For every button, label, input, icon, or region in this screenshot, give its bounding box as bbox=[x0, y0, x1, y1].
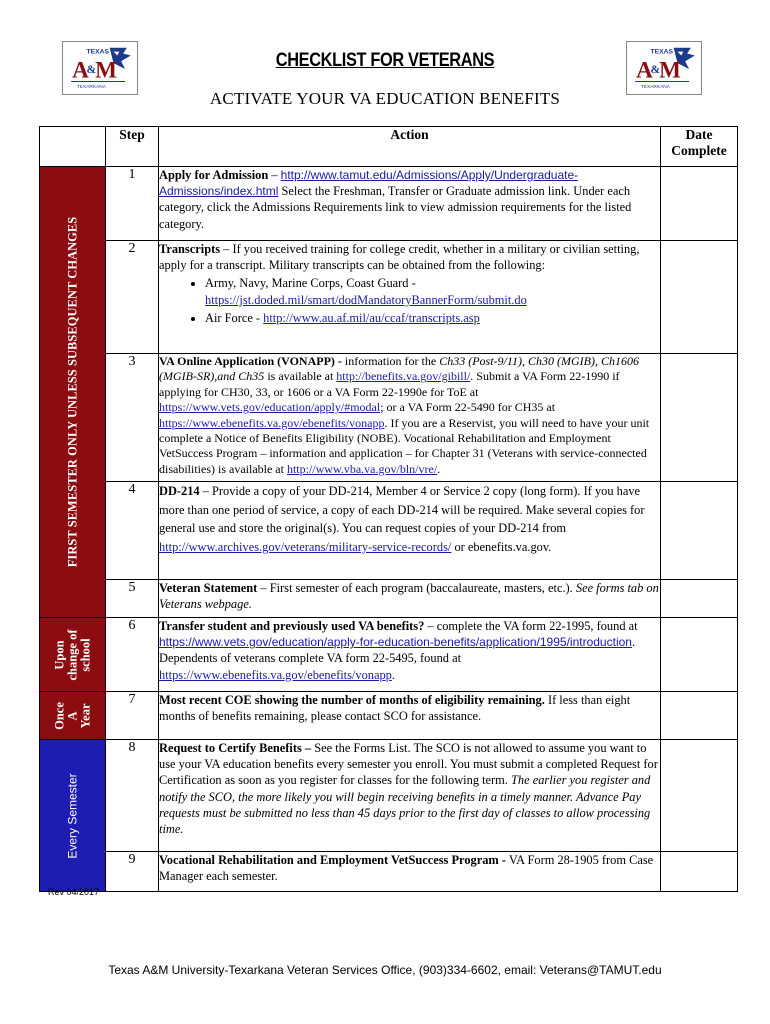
step-action: Apply for Admission – http://www.tamut.edu/Admissions/Apply/Undergraduate-Admissions/index.html Select the Freshman, Transfer or Graduate admission link. Under each category, click the Admissions Requirements link to view admission requirements for the listed category. bbox=[159, 167, 661, 241]
list-item: • Air Force - http://www.au.af.mil/au/ccaf/transcripts.asp bbox=[205, 310, 660, 326]
table-row bbox=[40, 354, 738, 482]
svg-text:&: & bbox=[650, 63, 661, 76]
admissions-link[interactable]: http://www.tamut.edu/Admissions/Apply/Undergraduate-Admissions/index.html bbox=[159, 168, 579, 199]
step-action: DD-214 – Provide a copy of your DD-214, Member 4 or Service 2 copy (long form). If you have more than one period of service, a copy of each DD-214 will be required. Make several copies for general use and store the original(s). You can request copies of your DD-214 from http://www.archives.gov/veterans/military-service-records/ or ebenefits.va.gov. bbox=[159, 482, 661, 580]
step-action: Request to Certify Benefits – See the Forms List. The SCO is not allowed to assume you want to use your VA education benefits every semester you enroll. You must submit a completed Request for Certification as soon as you register for classes for the following term. The earlier you register and notify the SCO, the more likely you will begin receiving benefits in a timely manner. Advance Pay requests must be submitted no less than 45 days prior to the first day of classes to allow processing time. bbox=[159, 740, 661, 852]
page-title: CHECKLIST FOR VETERANS bbox=[275, 50, 495, 71]
contact-footer: Texas A&M University-Texarkana Veteran Services Office, (903)334-6602, email: Veterans@TAMUT.edu bbox=[108, 963, 662, 977]
date-complete-cell[interactable] bbox=[661, 167, 738, 241]
table-row bbox=[40, 167, 738, 241]
date-complete-cell[interactable] bbox=[661, 241, 738, 354]
jst-transcript-link[interactable]: https://jst.doded.mil/smart/dodMandatoryBannerForm/submit.do bbox=[205, 292, 527, 307]
date-complete-cell[interactable] bbox=[661, 852, 738, 892]
date-header-line1: Date bbox=[685, 127, 713, 142]
vonapp-link[interactable]: https://www.ebenefits.va.gov/ebenefits/vonapp bbox=[159, 415, 385, 430]
table-row bbox=[40, 740, 738, 852]
table-row bbox=[40, 241, 738, 354]
checklist-table bbox=[39, 126, 738, 892]
svg-text:TEXARKANA: TEXARKANA bbox=[640, 85, 670, 91]
step-action: Transcripts – If you received training for college credit, whether in a military or civilian setting, apply for a transcript. Military transcripts can be obtained from the following: • Army, Navy, Marine Corps, Coast Guard - https://jst.doded.mil/smart/dodMandatoryBannerForm/submit.do • Air Force - http://www.au.af.mil/au/ccaf/transcripts.asp bbox=[159, 241, 661, 354]
date-complete-cell[interactable] bbox=[661, 580, 738, 618]
ccaf-transcript-link[interactable]: http://www.au.af.mil/au/ccaf/transcripts.asp bbox=[263, 310, 480, 325]
vets-apply-link[interactable]: https://www.vets.gov/education/apply/#modal bbox=[159, 400, 381, 415]
date-complete-cell[interactable] bbox=[661, 692, 738, 740]
step-action: Veteran Statement – First semester of each program (baccalaureate, masters, etc.). See forms tab on Veterans webpage. bbox=[159, 580, 661, 618]
step-action: Most recent COE showing the number of months of eligibility remaining. If less than eight months of benefits remaining, please contact SCO for assistance. bbox=[159, 692, 661, 740]
svg-text:M: M bbox=[95, 56, 117, 83]
svg-text:TEXAS: TEXAS bbox=[650, 48, 673, 56]
step-action: Vocational Rehabilitation and Employment VetSuccess Program - VA Form 28-1905 from Case Manager each semester. bbox=[159, 852, 661, 892]
header-blank-cell bbox=[40, 127, 106, 167]
date-complete-column-header bbox=[661, 127, 738, 167]
archives-link[interactable]: http://www.archives.gov/veterans/military-service-records/ bbox=[159, 539, 452, 554]
once-a-year-side-label: Once A Year bbox=[40, 692, 106, 740]
svg-text:TEXARKANA: TEXARKANA bbox=[76, 85, 106, 91]
svg-text:A: A bbox=[636, 56, 653, 83]
step-number: 7 bbox=[106, 692, 159, 740]
table-row bbox=[40, 852, 738, 892]
table-row bbox=[40, 618, 738, 692]
date-complete-cell[interactable] bbox=[661, 740, 738, 852]
page-subtitle: ACTIVATE YOUR VA EDUCATION BENEFITS bbox=[209, 89, 561, 108]
action-column-header: Action bbox=[159, 127, 661, 167]
date-complete-cell[interactable] bbox=[661, 482, 738, 580]
vets-1995-link[interactable]: https://www.vets.gov/education/apply-for-education-benefits/application/1995/introduction bbox=[159, 635, 632, 650]
list-item: • Army, Navy, Marine Corps, Coast Guard - https://jst.doded.mil/smart/dodMandatoryBannerForm/submit.do bbox=[205, 275, 660, 307]
table-row bbox=[40, 482, 738, 580]
step-action: Transfer student and previously used VA benefits? – complete the VA form 22-1995, found at https://www.vets.gov/education/apply-for-education-benefits/application/1995/introduction. Dependents of veterans complete VA form 22-5495, found at https://www.ebenefits.va.gov/ebenefits/vonapp. bbox=[159, 618, 661, 692]
vre-link[interactable]: http://www.vba.va.gov/bln/vre/ bbox=[286, 461, 438, 476]
step-number: 4 bbox=[106, 482, 159, 580]
revision-label: Rev 04/2017 bbox=[48, 887, 100, 897]
upon-change-of-school-side-label: Upon change of school bbox=[40, 618, 106, 692]
gibill-link[interactable]: http://benefits.va.gov/gibill/ bbox=[336, 369, 471, 384]
step-number: 1 bbox=[106, 167, 159, 241]
transcript-sources-list bbox=[159, 275, 660, 326]
step-number: 6 bbox=[106, 618, 159, 692]
svg-text:M: M bbox=[659, 56, 681, 83]
step-column-header: Step bbox=[106, 127, 159, 167]
date-complete-cell[interactable] bbox=[661, 618, 738, 692]
ebenefits-vonapp-link[interactable]: https://www.ebenefits.va.gov/ebenefits/vonapp bbox=[159, 667, 392, 682]
table-header-row bbox=[40, 127, 738, 167]
step-action: VA Online Application (VONAPP) - information for the Ch33 (Post-9/11), Ch30 (MGIB), Ch1606 (MGIB-SR),and Ch35 is available at http://benefits.va.gov/gibill/. Submit a VA Form 22-1990 if applying for CH30, 33, or 1606 or a VA Form 22-1990e for ToE at https://www.vets.gov/education/apply/#modal; or a VA Form 22-5490 for CH35 at https://www.ebenefits.va.gov/ebenefits/vonapp. If you are a Reservist, you will need to have your unit complete a Notice of Benefits Eligibility (NOBE). Vocational Rehabilitation and Employment VetSuccess Program – information and application – for Chapter 31 (Veterans with service-connected disabilities) is available at http://www.vba.va.gov/bln/vre/. bbox=[159, 354, 661, 482]
table-row bbox=[40, 692, 738, 740]
every-semester-side-label: Every Semester bbox=[40, 740, 106, 892]
date-complete-cell[interactable] bbox=[661, 354, 738, 482]
first-semester-side-label: FIRST SEMESTER ONLY UNLESS SUBSEQUENT CHANGES bbox=[40, 167, 106, 618]
date-header-line2: Complete bbox=[671, 143, 727, 158]
step-number: 3 bbox=[106, 354, 159, 482]
step-number: 9 bbox=[106, 852, 159, 892]
table-row bbox=[40, 580, 738, 618]
step-number: 5 bbox=[106, 580, 159, 618]
step-number: 8 bbox=[106, 740, 159, 852]
svg-text:A: A bbox=[72, 56, 89, 83]
step-number: 2 bbox=[106, 241, 159, 354]
svg-text:&: & bbox=[86, 63, 97, 76]
svg-text:TEXAS: TEXAS bbox=[86, 48, 109, 56]
